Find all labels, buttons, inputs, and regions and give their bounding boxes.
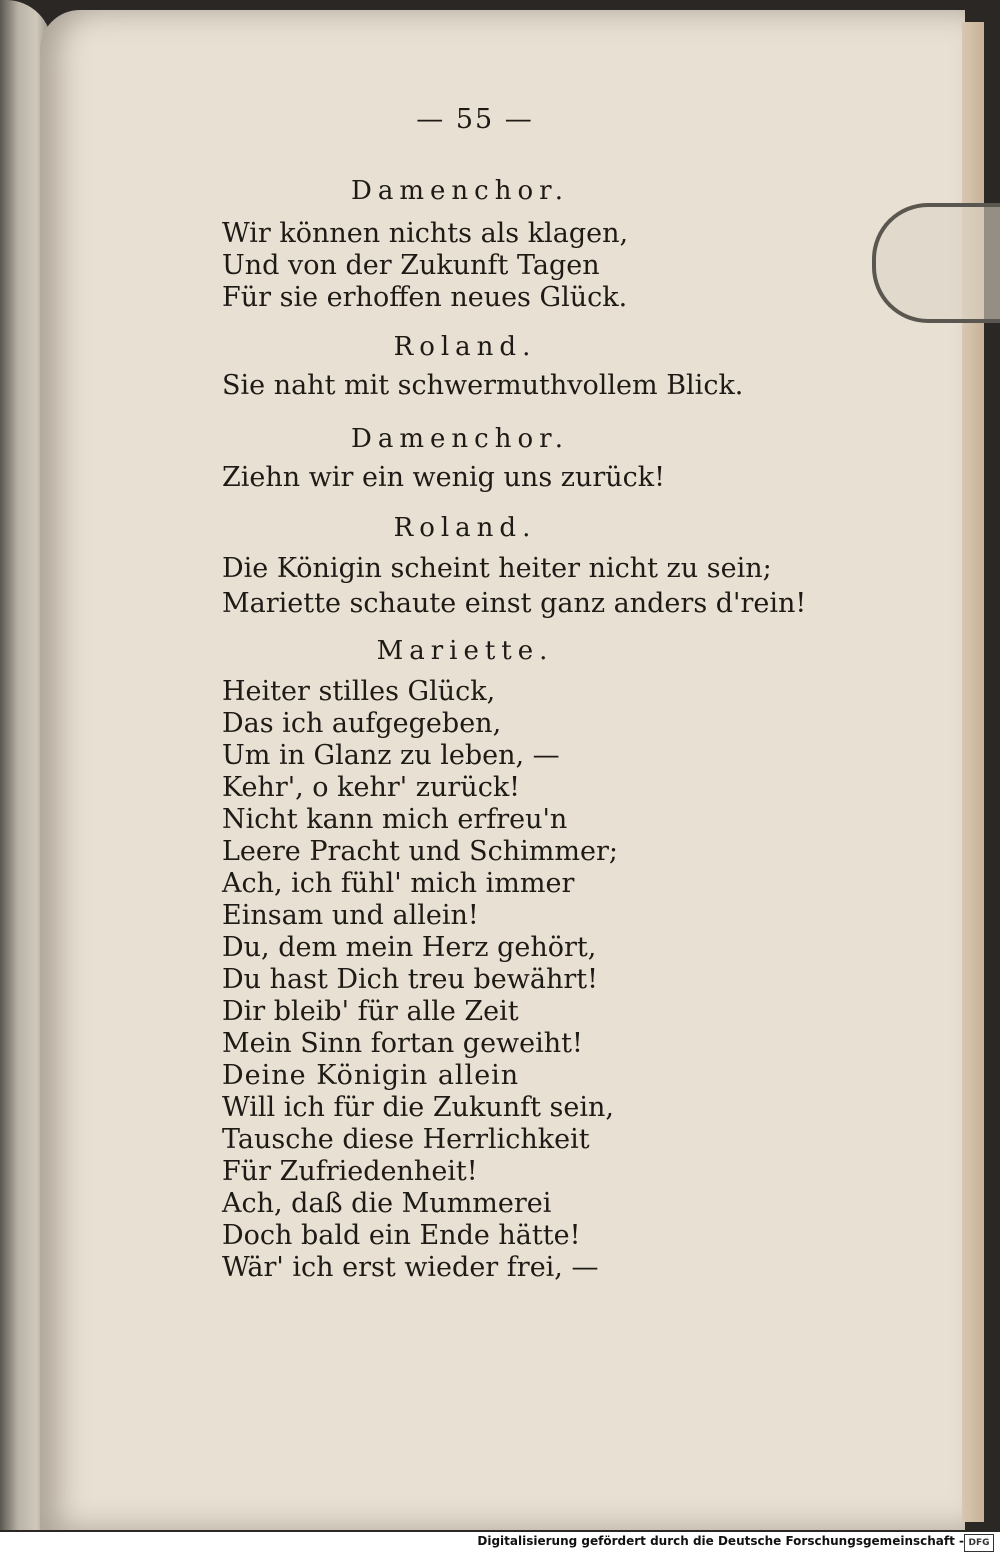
verse-line: Kehr', o kehr' zurück! xyxy=(222,772,521,803)
verse-line: Wir können nichts als klagen, xyxy=(222,218,629,249)
verse-line: Das ich aufgegeben, xyxy=(222,708,502,739)
verse-line: Mein Sinn fortan geweiht! xyxy=(222,1028,583,1059)
verse-line: Ach, ich fühl' mich immer xyxy=(222,868,575,899)
verse-line: Wär' ich erst wieder frei, — xyxy=(222,1252,599,1283)
verse-line: Du, dem mein Herz gehört, xyxy=(222,932,597,963)
verse-line: Für Zufriedenheit! xyxy=(222,1156,478,1187)
speaker-heading: Damenchor. xyxy=(351,424,569,454)
verse-line: Will ich für die Zukunft sein, xyxy=(222,1092,615,1123)
verse-line: Und von der Zukunft Tagen xyxy=(222,250,600,281)
verse-line: Leere Pracht und Schimmer; xyxy=(222,836,618,867)
digitization-footer xyxy=(0,1532,1000,1553)
verse-line: Um in Glanz zu leben, — xyxy=(222,740,560,771)
verse-line: Du hast Dich treu bewährt! xyxy=(222,964,598,995)
verse-line: Tausche diese Herrlichkeit xyxy=(222,1124,590,1155)
verse-line: Doch bald ein Ende hätte! xyxy=(222,1220,581,1251)
verse-line: Deine Königin allein xyxy=(222,1060,520,1091)
page-number: — 55 — xyxy=(416,104,534,135)
speaker-heading: Roland. xyxy=(393,332,537,362)
verse-line: Mariette schaute einst ganz anders d'rein! xyxy=(222,588,807,619)
dfg-logo-icon: DFG xyxy=(964,1534,994,1552)
verse-line: Für sie erhoffen neues Glück. xyxy=(222,282,628,313)
verse-line: Ziehn wir ein wenig uns zurück! xyxy=(222,462,665,493)
verse-line: Nicht kann mich erfreu'n xyxy=(222,804,568,835)
speaker-heading: Damenchor. xyxy=(351,176,569,206)
verse-line: Die Königin scheint heiter nicht zu sein; xyxy=(222,553,772,584)
speaker-heading: Mariette. xyxy=(376,636,554,666)
verse-line: Einsam und allein! xyxy=(222,900,479,931)
verse-line: Dir bleib' für alle Zeit xyxy=(222,996,519,1027)
footer-credit: Digitalisierung gefördert durch die Deutsche Forschungsgemeinschaft - xyxy=(477,1534,964,1548)
verse-line: Sie naht mit schwermuthvollem Blick. xyxy=(222,370,744,401)
verse-line: Heiter stilles Glück, xyxy=(222,676,496,707)
speaker-heading: Roland. xyxy=(393,513,537,543)
verse-line: Ach, daß die Mummerei xyxy=(222,1188,552,1219)
